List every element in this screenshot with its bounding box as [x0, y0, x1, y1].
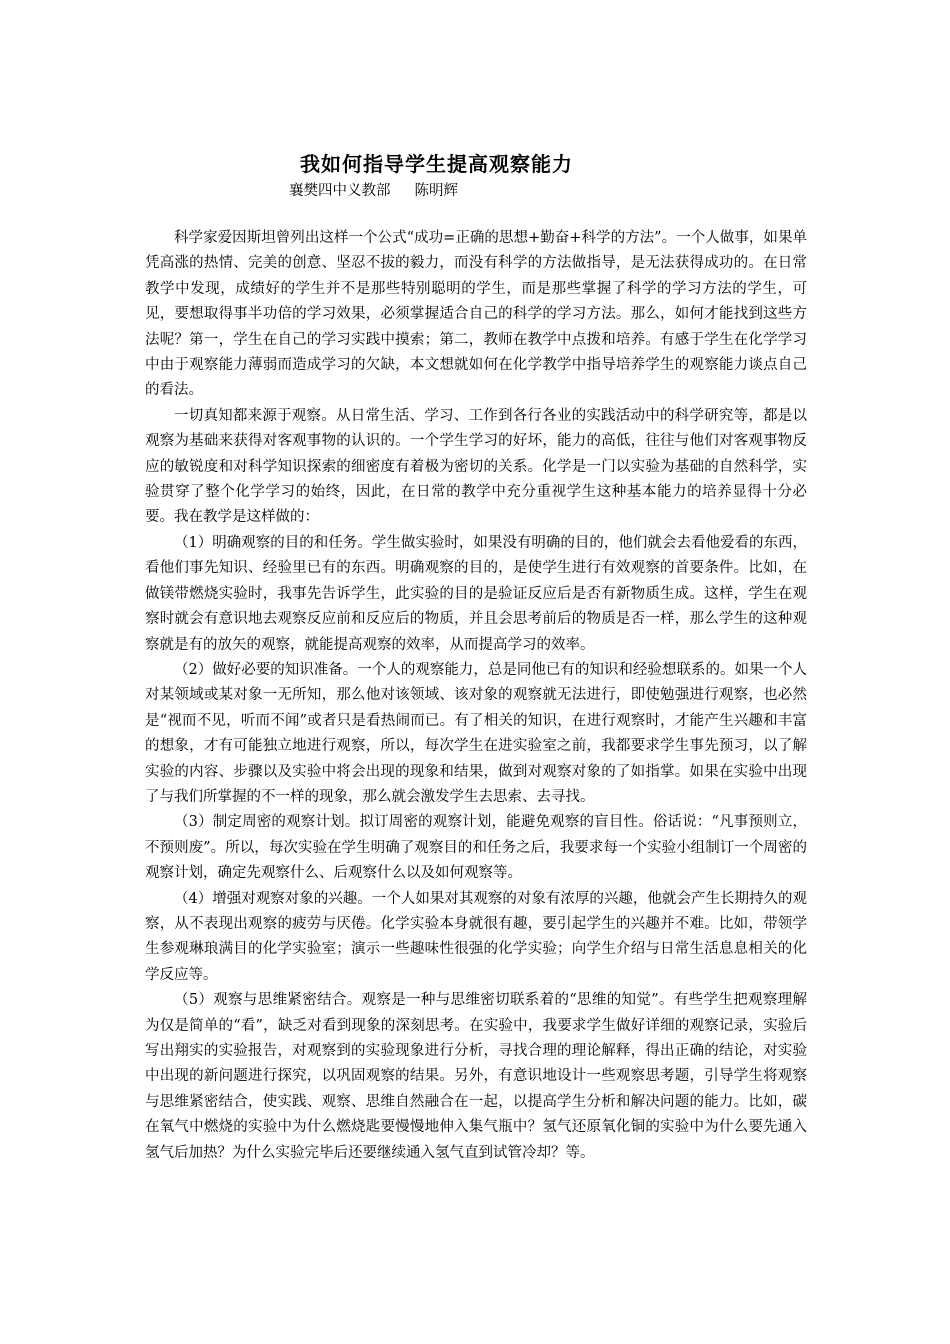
paragraph-observation: 一切真知都来源于观察。从日常生活、学习、工作到各行各业的实践活动中的科学研究等，都是以观察为基础来获得对客观事物的认识的。一个学生学习的好坏，能力的高低，往往与他们对客观事物反应的敏锐度和对科学知识探索的细密度有着极为密切的关系。化学是一门以实验为基础的自然科学，实验贯穿了整个化学学习的始终，因此，在日常的教学中充分重视学生这种基本能力的培养显得十分必要。我在教学是这样做的：	[145, 407, 807, 526]
document-body	[145, 226, 807, 1166]
document-title: 我如何指导学生提高观察能力	[300, 152, 573, 176]
author-unit: 襄樊四中义教部	[289, 183, 391, 199]
author-name: 陈明辉	[414, 183, 458, 199]
paragraph-point-3: （3）制定周密的观察计划。拟订周密的观察计划，能避免观察的盲目性。俗话说：“凡事预则立，不预则废”。所以，每次实验在学生明确了观察目的和任务之后，我要求每一个实验小组制订一个周密的观察计划，确定先观察什么、后观察什么以及如何观察等。	[145, 814, 807, 882]
paragraph-point-2: （2）做好必要的知识准备。一个人的观察能力，总是同他已有的知识和经验想联系的。如果一个人对某领域或某对象一无所知，那么他对该领域、该对象的观察就无法进行，即使勉强进行观察，也必然是“视而不见，听而不闻”或者只是看热闹而已。有了相关的知识，在进行观察时，才能产生兴趣和丰富的想象，才有可能独立地进行观察，所以，每次学生在进实验室之前，我都要求学生事先预习，以了解实验的内容、步骤以及实验中将会出现的现象和结果，做到对观察对象的了如指掌。如果在实验中出现了与我们所掌握的不一样的现象，那么就会激发学生去思索、去寻找。	[145, 661, 807, 805]
paragraph-point-4: （4）增强对观察对象的兴趣。一个人如果对其观察的对象有浓厚的兴趣，他就会产生长期持久的观察，从不表现出观察的疲劳与厌倦。化学实验本身就很有趣，要引起学生的兴趣并不难。比如，带领学生参观琳琅满目的化学实验室；演示一些趣味性很强的化学实验；向学生介绍与日常生活息息相关的化学反应等。	[145, 890, 807, 983]
author-byline	[289, 179, 458, 200]
paragraph-intro: 科学家爱因斯坦曾列出这样一个公式“成功=正确的思想+勤奋+科学的方法”。一个人做事，如果单凭高涨的热情、完美的创意、坚忍不拔的毅力，而没有科学的方法做指导，是无法获得成功的。在日常教学中发现，成绩好的学生并不是那些特别聪明的学生，而是那些掌握了科学的学习方法的学生，可见，要想取得事半功倍的学习效果，必须掌握适合自己的科学的学习方法。那么，如何才能找到这些方法呢？第一，学生在自己的学习实践中摸索；第二，教师在教学中点拨和培养。有感于学生在化学学习中由于观察能力薄弱而造成学习的欠缺，本文想就如何在化学教学中指导培养学生的观察能力谈点自己的看法。	[145, 230, 807, 399]
paragraph-point-1: （1）明确观察的目的和任务。学生做实验时，如果没有明确的目的，他们就会去看他爱看的东西，看他们事先知识、经验里已有的东西。明确观察的目的，是使学生进行有效观察的首要条件。比如，在做镁带燃烧实验时，我事先告诉学生，此实验的目的是验证反应后是否有新物质生成。这样，学生在观察时就会有意识地去观察反应前和反应后的物质，并且会思考前后的物质是否一样，那么学生的这种观察就是有的放矢的观察，就能提高观察的效率，从而提高学习的效率。	[145, 534, 807, 653]
paragraph-point-5: （5）观察与思维紧密结合。观察是一种与思维密切联系着的“思维的知觉”。有些学生把观察理解为仅是简单的“看”，缺乏对看到现象的深刻思考。在实验中，我要求学生做好详细的观察记录，实验后写出翔实的实验报告，对观察到的实验现象进行分析，寻找合理的理论解释，得出正确的结论，对实验中出现的新问题进行探究，以巩固观察的结果。另外，有意识地设计一些观察思考题，引导学生将观察与思维紧密结合，使实践、观察、思维自然融合在一起，以提高学生分析和解决问题的能力。比如，碳在氧气中燃烧的实验中为什么燃烧匙要慢慢地伸入集气瓶中？氢气还原氧化铜的实验中为什么要先通入氢气后加热？为什么实验完毕后还要继续通入氢气直到试管冷却？等。	[145, 992, 807, 1161]
